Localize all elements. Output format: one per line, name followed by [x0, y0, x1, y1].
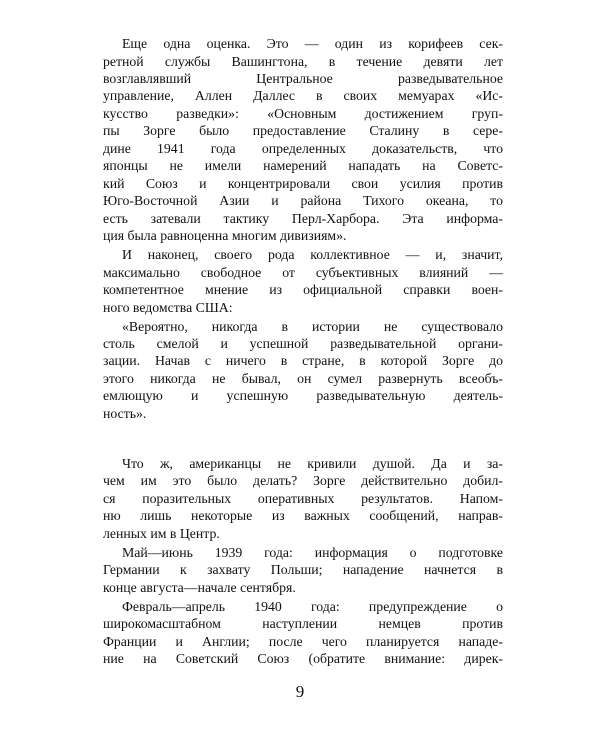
text-line: ность».	[103, 405, 147, 421]
text-line: Юго-Восточной Азии и района Тихого океана, то	[103, 193, 503, 209]
text-line: ленных им в Центр.	[103, 525, 220, 541]
text-line: кусство разведки»: «Основным достижением груп-	[103, 105, 503, 121]
text-line: И наконец, своего рода коллективное — и, значит,	[122, 247, 503, 263]
text-line: максимально свободное от субъективных влияний —	[103, 264, 503, 280]
text-line: управление, Аллен Даллес в своих мемуарах «Ис-	[103, 88, 503, 104]
text-line: чем им это было делать? Зорге действительно добил-	[103, 473, 503, 489]
text-line: пы Зорге было предоставление Сталину в сере-	[103, 123, 503, 139]
text-line: ция была равноценна многим дивизиям».	[103, 228, 347, 243]
text-line: Что ж, американцы не кривили душой. Да и за-	[122, 455, 503, 471]
text-line: столь смелой и успешной разведывательной органи-	[103, 336, 503, 351]
text-line: Май—июнь 1939 года: информация о подготовке	[122, 544, 503, 560]
text-line: «Вероятно, никогда в истории не существовало	[122, 318, 503, 334]
text-line: есть затевали тактику Перл-Харбора. Эта информа-	[103, 210, 503, 226]
text-line: зации. Начав с ничего в стране, в которой Зорге до	[103, 353, 503, 369]
text-line: Франции и Англии; после чего планируется нападе-	[103, 633, 503, 649]
text-line: Февраль—апрель 1940 года: предупреждение о	[122, 598, 503, 614]
page-number: 9	[295, 682, 305, 701]
text-line: ретной службы Вашингтона, в течение девяти лет	[103, 53, 503, 69]
text-line: Еще одна оценка. Это — один из корифеев сек-	[122, 36, 503, 51]
text-line: ного ведомства США:	[103, 299, 233, 315]
text-line: дине 1941 года определенных доказательств, что	[103, 140, 503, 156]
text-line: японцы не имели намерений нападать на Советс-	[103, 158, 503, 174]
text-line: ся поразительных оперативных результатов. Напом-	[103, 490, 503, 506]
text-line: ние на Советский Союз (обратите внимание: дирек-	[103, 651, 503, 666]
text-line: кий Союз и концентрировали свои усилия против	[103, 175, 503, 191]
text-line: этого никогда не бывал, он сумел развернуть всеобъ-	[103, 370, 503, 386]
text-line: компетентное мнение из официальной справки воен-	[103, 282, 503, 297]
text-line: возглавлявший Центральное разведывательное	[103, 70, 503, 86]
text-line: Германии к захвату Польши; нападение начнется в	[103, 562, 503, 578]
text-line: конце августа—начале сентября.	[103, 579, 296, 595]
text-line: ню лишь некоторые из важных сообщений, направ-	[103, 508, 503, 524]
text-line: широкомасштабном наступлении немцев против	[103, 616, 503, 632]
text-line: емлющую и успешную разведывательную деятель-	[103, 388, 503, 404]
